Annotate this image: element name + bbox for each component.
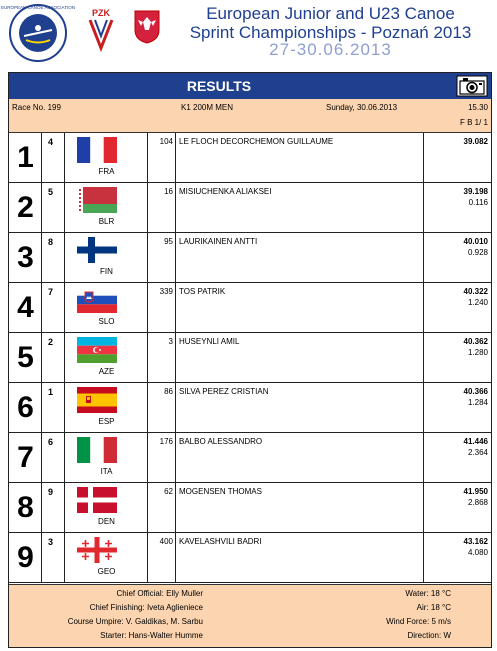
finish-time: 40.362 <box>463 337 488 346</box>
page-header <box>0 0 497 66</box>
table-row <box>9 183 491 233</box>
bib-cell <box>148 433 176 482</box>
eca-logo <box>1 3 75 63</box>
bib: 86 <box>164 387 173 396</box>
course-umpire: Course Umpire: V. Galdikas, M. Sarbu <box>67 617 203 626</box>
race-number: Race No. 199 <box>12 103 61 112</box>
athlete-name: MOGENSEN THOMAS <box>179 487 262 496</box>
nation-cell <box>65 533 148 582</box>
flag-slo-icon <box>77 287 117 313</box>
air-temperature: Air: 18 °C <box>416 603 451 612</box>
time-behind: 1.280 <box>467 348 488 357</box>
bib: 95 <box>164 237 173 246</box>
bib: 3 <box>168 337 173 346</box>
lane-cell <box>42 333 65 382</box>
time-cell <box>424 433 491 482</box>
results-sheet <box>8 72 492 648</box>
nation-cell <box>65 383 148 432</box>
bib-cell <box>148 483 176 532</box>
finish-time: 41.446 <box>463 437 488 446</box>
finish-time: 41.950 <box>463 487 488 496</box>
time-cell <box>424 283 491 332</box>
athlete-name: KAVELASHVILI BADRI <box>179 537 262 546</box>
table-row <box>9 283 491 333</box>
athlete-name: MISIUCHENKA ALIAKSEI <box>179 187 272 196</box>
athlete-name: LE FLOCH DECORCHEMON GUILLAUME <box>179 137 334 146</box>
finish-time: 40.322 <box>463 287 488 296</box>
rank: 9 <box>17 541 34 574</box>
time-behind: 4.080 <box>467 548 488 557</box>
lane: 5 <box>48 187 54 197</box>
nation-code: GEO <box>97 567 116 576</box>
rank-cell <box>9 483 42 532</box>
name-cell <box>176 333 424 382</box>
starter: Starter: Hans-Walter Humme <box>100 631 203 640</box>
lane-cell <box>42 483 65 532</box>
lane: 3 <box>48 537 54 547</box>
championship-title-line1: European Junior and U23 Canoe <box>206 4 455 23</box>
athlete-name: HUSEYNLI AMIL <box>179 337 240 346</box>
table-row <box>9 233 491 283</box>
nation-cell <box>65 233 148 282</box>
bib: 400 <box>159 537 173 546</box>
time-behind: 0.116 <box>468 198 488 207</box>
lane-cell <box>42 283 65 332</box>
name-cell <box>176 383 424 432</box>
athlete-name: TOS PATRIK <box>179 287 226 296</box>
bib: 176 <box>159 437 173 446</box>
race-time: 15.30 <box>467 103 488 112</box>
lane: 7 <box>48 287 54 297</box>
rank: 6 <box>17 391 34 424</box>
race-date: Sunday, 30.06.2013 <box>326 103 398 112</box>
wind-direction: Direction: W <box>407 631 451 640</box>
lane: 6 <box>48 437 54 447</box>
lane-cell <box>42 133 65 182</box>
rank-cell <box>9 533 42 582</box>
table-row <box>9 333 491 383</box>
nation-cell <box>65 433 148 482</box>
bib-cell <box>148 533 176 582</box>
rank: 4 <box>17 291 34 324</box>
nation-code: SLO <box>98 317 115 326</box>
nation-cell <box>65 333 148 382</box>
flag-geo-icon <box>77 537 117 563</box>
time-behind: 1.284 <box>467 398 488 407</box>
rank: 8 <box>17 491 34 524</box>
rank-cell <box>9 433 42 482</box>
flag-den-icon <box>77 487 117 513</box>
chief-official: Chief Official: Elly Muller <box>116 589 203 598</box>
lane-cell <box>42 433 65 482</box>
finish-time: 39.198 <box>463 187 488 196</box>
athlete-name: SILVA PEREZ CRISTIAN <box>179 387 269 396</box>
table-row <box>9 433 491 483</box>
name-cell <box>176 283 424 332</box>
nation-cell <box>65 183 148 232</box>
name-cell <box>176 183 424 232</box>
lane: 1 <box>48 387 54 397</box>
rank: 7 <box>17 441 34 474</box>
nation-cell <box>65 283 148 332</box>
finish-time: 40.010 <box>463 237 488 246</box>
nation-cell <box>65 483 148 532</box>
nation-code: FIN <box>100 267 113 276</box>
time-behind: 2.868 <box>467 498 488 507</box>
time-cell <box>424 183 491 232</box>
championship-dates: 27-30.06.2013 <box>269 40 392 59</box>
pzk-logo-text: PZK <box>92 8 110 18</box>
pzk-logo <box>86 6 116 52</box>
lane: 9 <box>48 487 54 497</box>
time-cell <box>424 133 491 182</box>
flag-blr-icon <box>77 187 117 213</box>
rank: 3 <box>17 241 34 274</box>
rank-cell <box>9 333 42 382</box>
bib-cell <box>148 183 176 232</box>
time-behind: 2.364 <box>467 448 488 457</box>
lane-cell <box>42 533 65 582</box>
event-name: K1 200M MEN <box>181 103 234 112</box>
results-bar <box>9 73 491 99</box>
rank: 1 <box>17 141 34 174</box>
rank: 2 <box>17 191 34 224</box>
wind-force: Wind Force: 5 m/s <box>386 617 451 626</box>
flag-fra-icon <box>77 137 117 163</box>
rank-cell <box>9 183 42 232</box>
water-temperature: Water: 18 °C <box>405 589 451 598</box>
lane: 8 <box>48 237 54 247</box>
lane-cell <box>42 183 65 232</box>
table-row <box>9 533 491 583</box>
finish-time: 40.366 <box>463 387 488 396</box>
rank-cell <box>9 233 42 282</box>
name-cell <box>176 433 424 482</box>
lane: 4 <box>48 137 54 147</box>
race-phase: F B 1/ 1 <box>459 118 488 127</box>
rank-cell <box>9 133 42 182</box>
camera-icon <box>456 75 488 97</box>
table-row <box>9 133 491 183</box>
championship-title-line2: Sprint Championships - Poznań 2013 <box>189 23 472 42</box>
results-title: RESULTS <box>186 78 252 94</box>
eca-logo-text: EUROPEAN CANOE ASSOCIATION <box>1 5 75 10</box>
name-cell <box>176 233 424 282</box>
bib: 62 <box>164 487 173 496</box>
bib-cell <box>148 283 176 332</box>
officials-footer <box>9 584 491 647</box>
table-row <box>9 383 491 433</box>
chief-finishing: Chief Finishing: Iveta Aglieniece <box>89 603 203 612</box>
nation-code: FRA <box>98 167 115 176</box>
bib: 104 <box>159 137 173 146</box>
flag-ita-icon <box>77 437 117 463</box>
finish-time: 43.162 <box>463 537 488 546</box>
time-behind: 1.240 <box>467 298 488 307</box>
rank-cell <box>9 283 42 332</box>
bib-cell <box>148 233 176 282</box>
bib: 339 <box>159 287 173 296</box>
lane-cell <box>42 233 65 282</box>
nation-code: AZE <box>98 367 115 376</box>
finish-time: 39.082 <box>463 137 488 146</box>
flag-aze-icon <box>77 337 117 363</box>
name-cell <box>176 133 424 182</box>
nation-code: ESP <box>98 417 115 426</box>
athlete-name: BALBO ALESSANDRO <box>179 437 263 446</box>
bib: 16 <box>164 187 173 196</box>
lane: 2 <box>48 337 54 347</box>
bib-cell <box>148 333 176 382</box>
nation-code: BLR <box>98 217 115 226</box>
flag-esp-icon <box>77 387 117 413</box>
nation-code: DEN <box>98 517 115 526</box>
rank-cell <box>9 383 42 432</box>
rank: 5 <box>17 341 34 374</box>
name-cell <box>176 533 424 582</box>
bib-cell <box>148 383 176 432</box>
time-cell <box>424 333 491 382</box>
time-cell <box>424 383 491 432</box>
flag-fin-icon <box>77 237 117 263</box>
time-cell <box>424 483 491 532</box>
bib-cell <box>148 133 176 182</box>
table-row <box>9 483 491 533</box>
name-cell <box>176 483 424 532</box>
poland-emblem <box>134 10 160 44</box>
time-cell <box>424 233 491 282</box>
race-info-band <box>9 99 491 133</box>
athlete-name: LAURIKAINEN ANTTI <box>179 237 258 246</box>
lane-cell <box>42 383 65 432</box>
nation-cell <box>65 133 148 182</box>
time-behind: 0.928 <box>467 248 488 257</box>
nation-code: ITA <box>100 467 113 476</box>
time-cell <box>424 533 491 582</box>
